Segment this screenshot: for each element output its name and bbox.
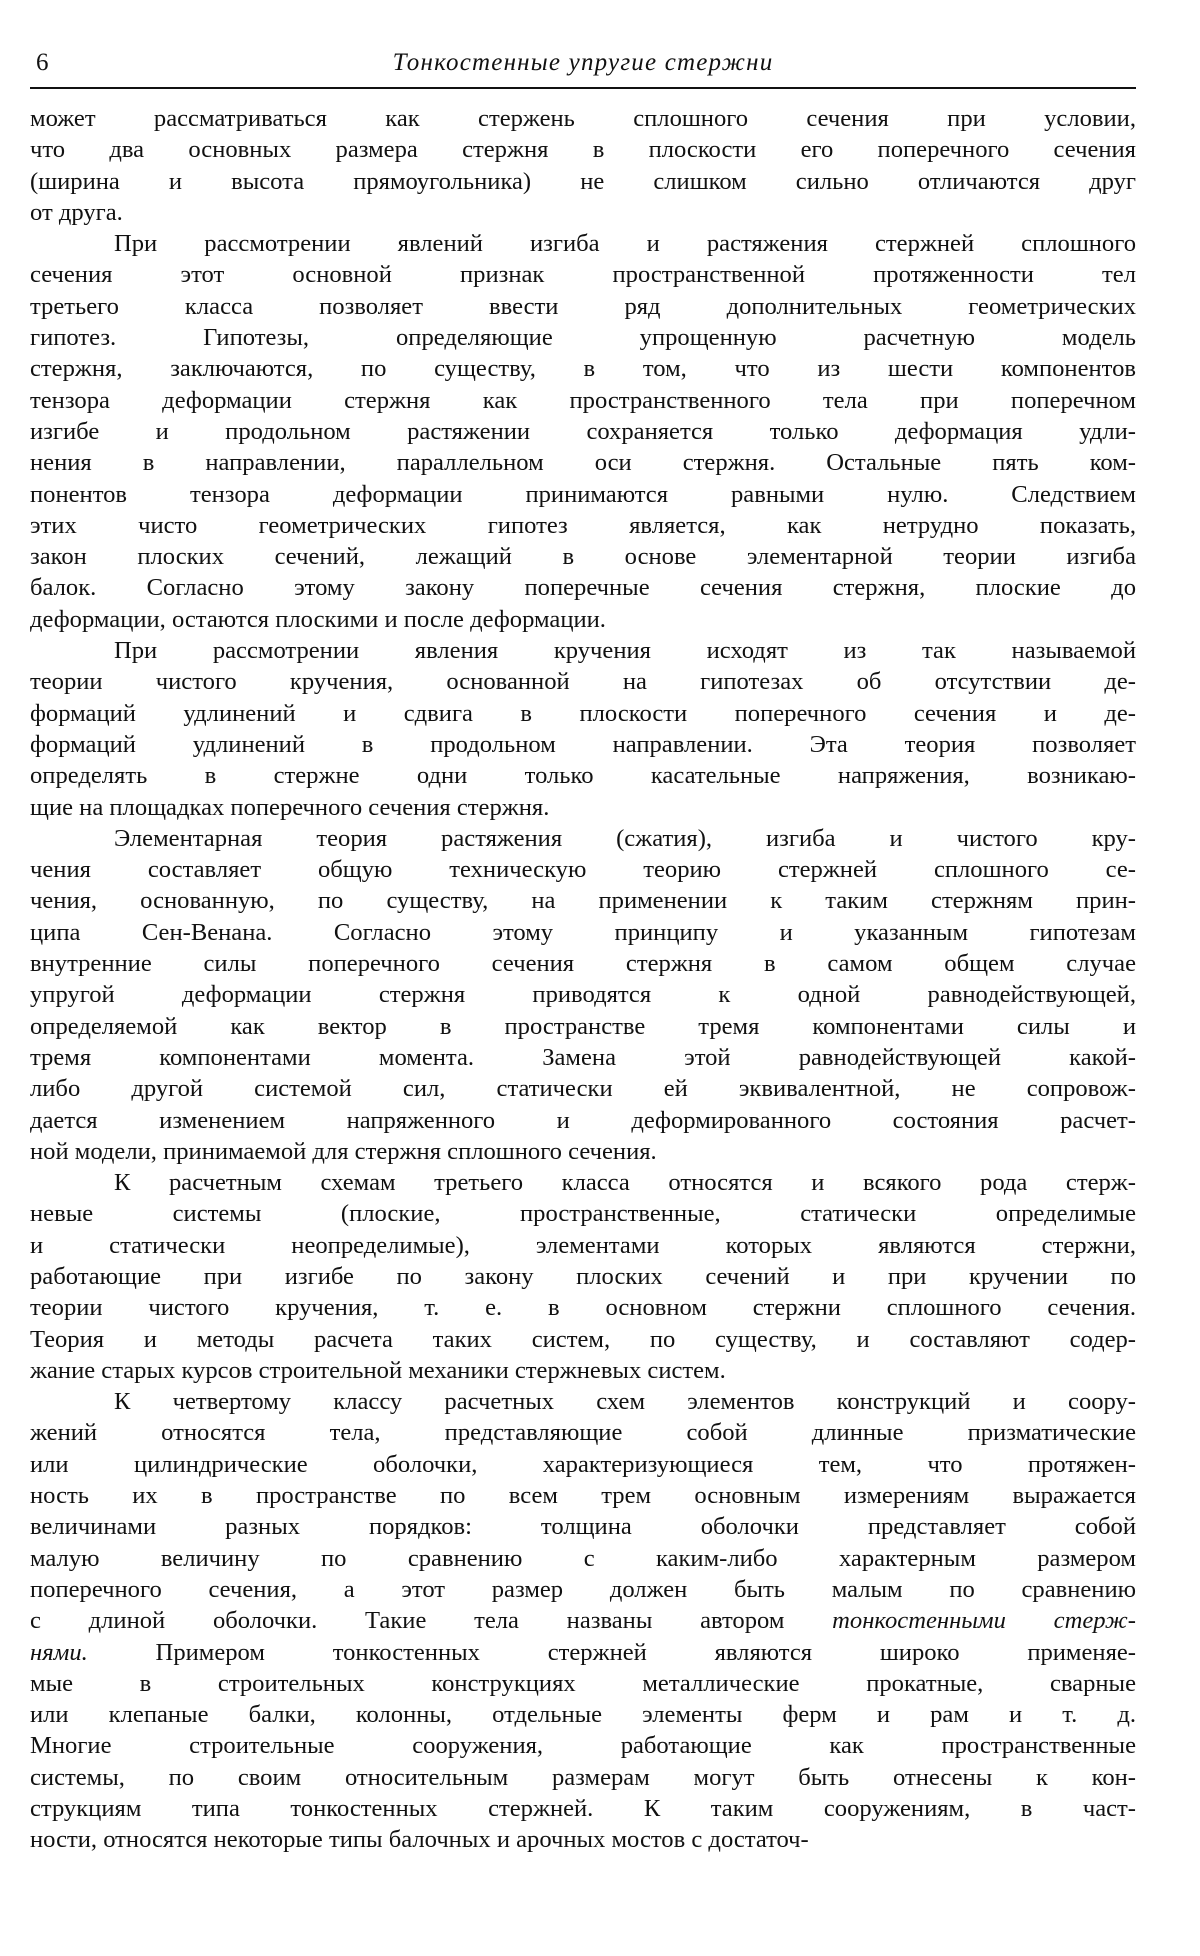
text-line: стержня, заключаются, по существу, в том, что из шести компонентов	[30, 355, 1136, 383]
text-line: от друга.	[30, 198, 123, 226]
text-line: чения, основанную, по существу, на применении к таким стержням прин-	[30, 887, 1136, 915]
text-line: тремя компонентами момента. Замена этой равнодействующей какой-	[30, 1043, 1136, 1071]
text-line: гипотез. Гипотезы, определяющие упрощенную расчетную модель	[30, 324, 1136, 352]
text-line: К расчетным схемам третьего класса относятся и всякого рода стерж-	[114, 1169, 1136, 1197]
text-line: величинами разных порядков: толщина оболочки представляет собой	[30, 1513, 1136, 1541]
text-line: мые в строительных конструкциях металлические прокатные, сварные	[30, 1669, 1136, 1697]
text-line: балок. Согласно этому закону поперечные сечения стержня, плоские до	[30, 574, 1136, 602]
paragraph	[30, 823, 1136, 1167]
paragraph	[30, 635, 1136, 823]
text-line: ность их в пространстве по всем трем основным измерениям выражается	[30, 1482, 1136, 1510]
text-line: Элементарная теория растяжения (сжатия), изгиба и чистого кру-	[114, 824, 1136, 852]
text-line: струкциям типа тонкостенных стержней. К таким сооружениям, в част-	[30, 1795, 1136, 1823]
text-line: тензора деформации стержня как пространственного тела при поперечном	[30, 386, 1136, 414]
text-line: (ширина и высота прямоугольника) не слишком сильно отличаются друг	[30, 167, 1136, 195]
text-line: Теория и методы расчета таких систем, по существу, и составляют содер-	[30, 1325, 1136, 1353]
paragraph	[30, 1386, 1136, 1855]
text-line: определяемой как вектор в пространстве тремя компонентами силы и	[30, 1012, 1136, 1040]
text-line: системы, по своим относительным размерам могут быть отнесены к кон-	[30, 1763, 1136, 1791]
text-line: ности, относятся некоторые типы балочных и арочных мостов с достаточ-	[30, 1826, 809, 1854]
text-line: невые системы (плоские, пространственные, статически определимые	[30, 1200, 1136, 1228]
text-line: щие на площадках поперечного сечения стержня.	[30, 793, 550, 821]
text-line: третьего класса позволяет ввести ряд дополнительных геометрических	[30, 292, 1136, 320]
text-line: работающие при изгибе по закону плоских сечений и при кручении по	[30, 1262, 1136, 1290]
text-line: При рассмотрении явлений изгиба и растяжения стержней сплошного	[114, 230, 1136, 258]
text-line: К четвертому классу расчетных схем элементов конструкций и соору-	[114, 1388, 1136, 1416]
text-line: определять в стержне одни только касательные напряжения, возникаю-	[30, 762, 1136, 790]
text-line: понентов тензора деформации принимаются равными нулю. Следствием	[30, 480, 1136, 508]
text-line: изгибе и продольном растяжении сохраняется только деформация удли-	[30, 417, 1136, 445]
text-line: этих чисто геометрических гипотез является, как нетрудно показать,	[30, 511, 1136, 539]
text-line: или клепаные балки, колонны, отдельные элементы ферм и рам и т. д.	[30, 1701, 1136, 1729]
page-header	[30, 45, 1136, 89]
text-line: теории чистого кручения, основанной на гипотезах об отсутствии де-	[30, 668, 1136, 696]
paragraph	[30, 1167, 1136, 1386]
text-line: При рассмотрении явления кручения исходят из так называемой	[114, 637, 1136, 665]
text-line: теории чистого кручения, т. е. в основном стержни сплошного сечения.	[30, 1294, 1136, 1322]
text-line: деформации, остаются плоскими и после деформации.	[30, 605, 606, 633]
text-line: сечения этот основной признак пространственной протяженности тел	[30, 261, 1136, 289]
text-line: жений относятся тела, представляющие собой длинные призматические	[30, 1419, 1136, 1447]
text-line: нями. Примером тонкостенных стержней являются широко применяе-	[30, 1638, 1136, 1666]
text-line: что два основных размера стержня в плоскости его поперечного сечения	[30, 136, 1136, 164]
text-line: дается изменением напряженного и деформированного состояния расчет-	[30, 1106, 1136, 1134]
text-line: жание старых курсов строительной механики стержневых систем.	[30, 1356, 726, 1384]
body-text	[30, 103, 1136, 1856]
text-line: может рассматриваться как стержень сплошного сечения при условии,	[30, 105, 1136, 132]
text-line: упругой деформации стержня приводятся к одной равнодействующей,	[30, 981, 1136, 1009]
page-number: 6	[36, 49, 49, 76]
text-line: или цилиндрические оболочки, характеризующиеся тем, что протяжен-	[30, 1450, 1136, 1478]
running-title: Тонкостенные упругие стержни	[392, 49, 774, 76]
text-line: внутренние силы поперечного сечения стержня в самом общем случае	[30, 950, 1136, 978]
text-line: формаций удлинений в продольном направлении. Эта теория позволяет	[30, 730, 1136, 758]
text-line: с длиной оболочки. Такие тела названы автором тонкостенными стерж-	[30, 1607, 1136, 1635]
paragraph	[30, 228, 1136, 635]
paragraph	[30, 103, 1136, 228]
text-line: ной модели, принимаемой для стержня сплошного сечения.	[30, 1137, 657, 1165]
text-line: и статически неопределимые), элементами которых являются стержни,	[30, 1231, 1136, 1259]
text-line: формаций удлинений и сдвига в плоскости поперечного сечения и де-	[30, 699, 1136, 727]
text-line: поперечного сечения, а этот размер должен быть малым по сравнению	[30, 1575, 1136, 1603]
text-line: закон плоских сечений, лежащий в основе элементарной теории изгиба	[30, 543, 1136, 571]
text-line: Многие строительные сооружения, работающие как пространственные	[30, 1732, 1136, 1760]
text-line: либо другой системой сил, статически ей эквивалентной, не сопровож-	[30, 1075, 1136, 1103]
text-line: ципа Сен-Венана. Согласно этому принципу и указанным гипотезам	[30, 918, 1136, 946]
text-line: нения в направлении, параллельном оси стержня. Остальные пять ком-	[30, 449, 1136, 477]
text-line: малую величину по сравнению с каким-либо характерным размером	[30, 1544, 1136, 1572]
text-line: чения составляет общую техническую теорию стержней сплошного се-	[30, 856, 1136, 884]
